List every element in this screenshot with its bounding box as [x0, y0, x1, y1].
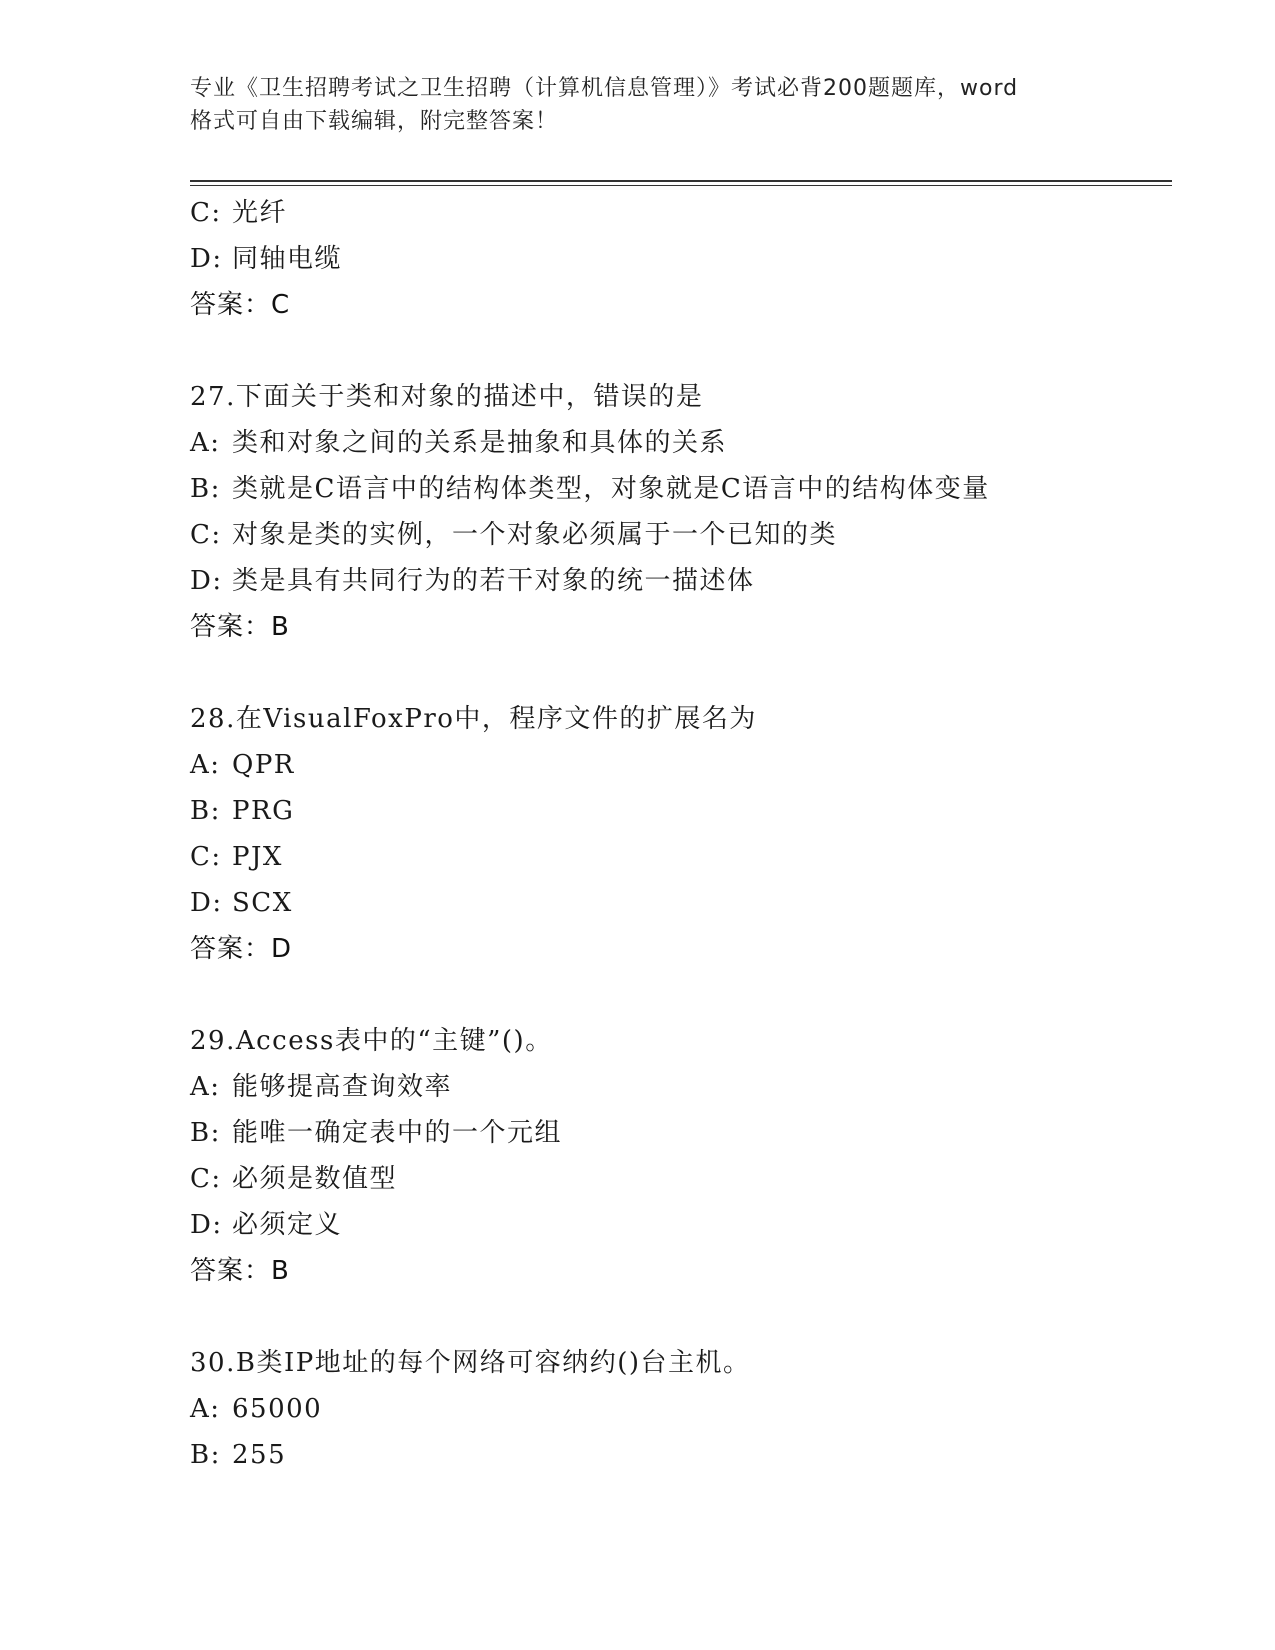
question-stem: 30.B类IP地址的每个网络可容纳约()台主机。 — [190, 1348, 751, 1378]
option-line — [190, 190, 1170, 236]
question-stem: 28.在VisualFoxPro中，程序文件的扩展名为 — [190, 704, 757, 734]
option-line — [190, 1386, 1170, 1432]
option-text: 同轴电缆 — [232, 244, 343, 274]
option-label: A: — [190, 1394, 221, 1424]
option-label: A: — [190, 1072, 221, 1102]
option-label: D: — [190, 1210, 223, 1240]
spacer — [190, 328, 1170, 374]
question-list — [190, 190, 1170, 1478]
option-text: 能唯一确定表中的一个元组 — [232, 1118, 563, 1148]
option-text: 光纤 — [232, 198, 288, 228]
document-header — [190, 72, 1120, 138]
option-line — [190, 834, 1170, 880]
option-line — [190, 1432, 1170, 1478]
option-line — [190, 558, 1170, 604]
spacer — [190, 650, 1170, 696]
option-text: 能够提高查询效率 — [232, 1072, 453, 1102]
option-line — [190, 880, 1170, 926]
option-label: C: — [190, 842, 222, 872]
option-label: B: — [190, 1440, 221, 1470]
option-text: 255 — [232, 1440, 287, 1470]
option-label: C: — [190, 520, 222, 550]
spacer — [190, 1294, 1170, 1340]
option-text: 类是具有共同行为的若干对象的统一描述体 — [232, 566, 755, 596]
header-divider-thick — [190, 180, 1172, 182]
option-label: B: — [190, 474, 221, 504]
answer-line: 答案：B — [190, 1256, 290, 1286]
option-text: PRG — [232, 796, 295, 826]
option-line — [190, 1064, 1170, 1110]
option-text: PJX — [232, 842, 283, 872]
option-line — [190, 512, 1170, 558]
option-label: D: — [190, 244, 223, 274]
option-text: 类和对象之间的关系是抽象和具体的关系 — [232, 428, 728, 458]
option-text: 必须是数值型 — [232, 1164, 398, 1194]
question-stem: 29.Access表中的“主键”()。 — [190, 1026, 553, 1056]
option-text: 类就是C语言中的结构体类型，对象就是C语言中的结构体变量 — [232, 474, 990, 504]
header-divider-thin — [190, 185, 1172, 186]
answer-line: 答案：B — [190, 612, 290, 642]
option-label: C: — [190, 1164, 222, 1194]
option-label: A: — [190, 428, 221, 458]
question-stem: 27.下面关于类和对象的描述中，错误的是 — [190, 382, 704, 412]
header-line-2: 格式可自由下载编辑，附完整答案！ — [190, 109, 559, 134]
option-line — [190, 1110, 1170, 1156]
option-label: D: — [190, 566, 223, 596]
option-text: QPR — [232, 750, 295, 780]
option-label: B: — [190, 1118, 221, 1148]
spacer — [190, 972, 1170, 1018]
option-label: A: — [190, 750, 221, 780]
option-line — [190, 236, 1170, 282]
option-text: 必须定义 — [232, 1210, 343, 1240]
option-line — [190, 742, 1170, 788]
header-line-1: 专业《卫生招聘考试之卫生招聘（计算机信息管理）》考试必背200题题库，word — [190, 76, 1019, 101]
option-text: 对象是类的实例，一个对象必须属于一个已知的类 — [232, 520, 838, 550]
option-label: B: — [190, 796, 221, 826]
option-text: 65000 — [232, 1394, 323, 1424]
option-line — [190, 466, 1170, 512]
answer-line: 答案：C — [190, 290, 291, 320]
option-text: SCX — [232, 888, 293, 918]
option-line — [190, 788, 1170, 834]
option-label: D: — [190, 888, 223, 918]
option-label: C: — [190, 198, 222, 228]
answer-line: 答案：D — [190, 934, 293, 964]
option-line — [190, 420, 1170, 466]
option-line — [190, 1202, 1170, 1248]
option-line — [190, 1156, 1170, 1202]
